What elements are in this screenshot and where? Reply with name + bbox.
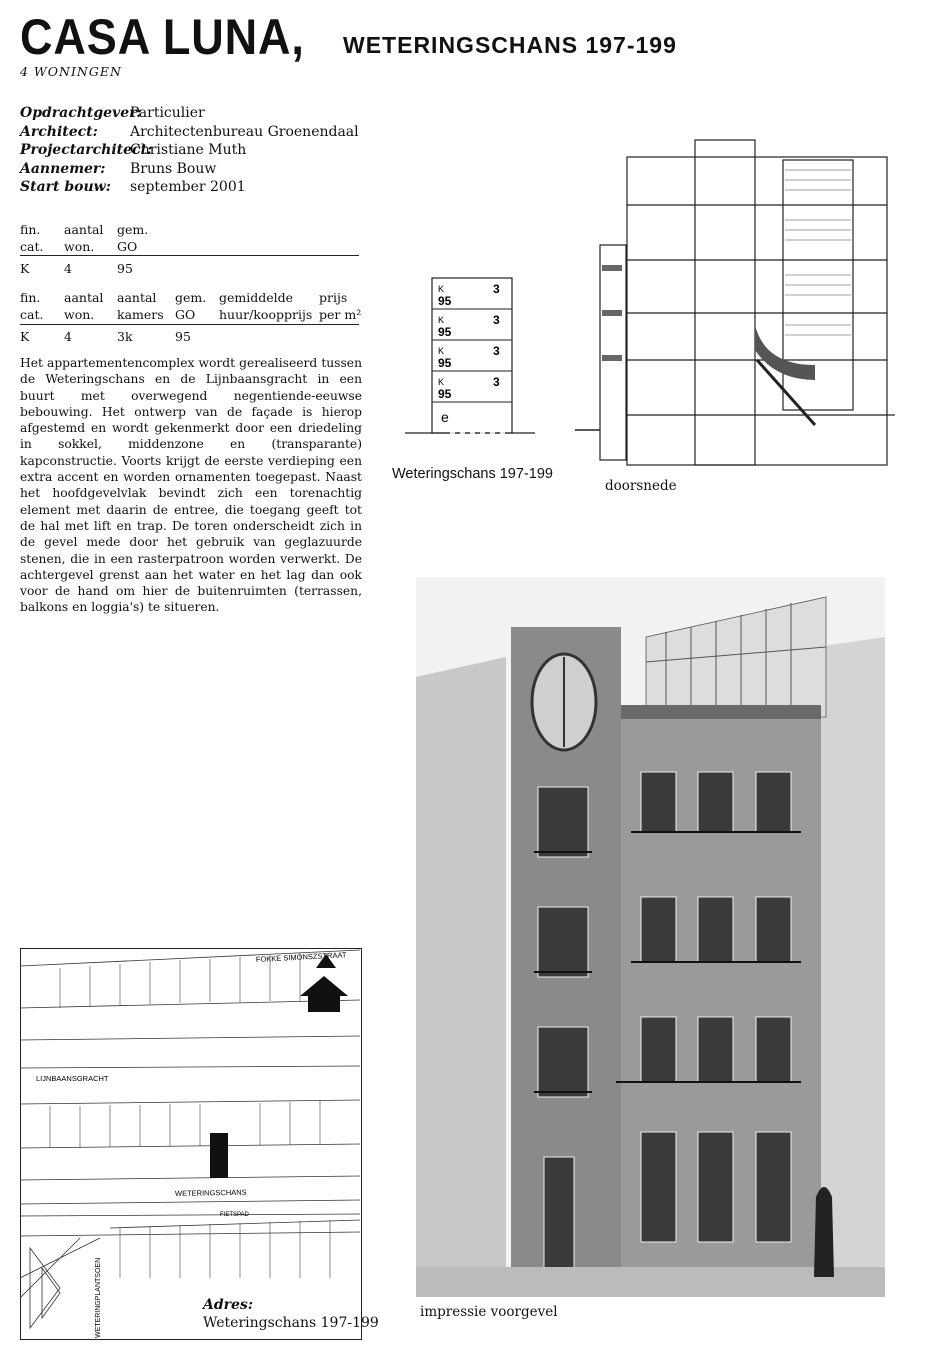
stack-cat: K (438, 346, 445, 356)
map-label-canal: LIJNBAANSGRACHT (36, 1074, 109, 1083)
unit-stack-diagram (405, 276, 535, 441)
table-header: gem. GO (117, 222, 149, 254)
rendering-caption: impressie voorgevel (420, 1304, 558, 1320)
info-label: Start bouw: (20, 179, 111, 195)
table-header: aantal won. (64, 222, 104, 254)
table-cell: 4 (64, 329, 72, 344)
table-cell (319, 329, 365, 346)
table-cell: K (20, 329, 30, 344)
table-cell: 95 (175, 329, 191, 344)
info-value: Bruns Bouw (130, 160, 217, 177)
stack-count: 3 (493, 344, 500, 358)
facade-rendering (416, 577, 885, 1297)
info-label: Projectarchitect: (20, 142, 153, 158)
table-cell: K (20, 261, 30, 276)
stack-size: 95 (438, 325, 452, 339)
table-cell (219, 329, 319, 346)
table-cell: 95 (117, 261, 133, 276)
stack-diagram-caption: Weteringschans 197-199 (392, 466, 553, 482)
info-label: Opdrachtgever: (20, 105, 142, 121)
info-row (20, 178, 359, 197)
table-header: aantal kamers (117, 290, 164, 322)
project-address-heading: WETERINGSCHANS 197-199 (343, 32, 677, 58)
page-title (20, 8, 336, 66)
info-value: Architectenbureau Groenendaal (130, 123, 359, 140)
detail-table (20, 290, 365, 346)
units-subtitle: 4 WONINGEN (20, 64, 122, 79)
info-row (20, 141, 359, 160)
stack-count: 3 (493, 375, 500, 389)
table-cell: 4 (64, 261, 72, 276)
info-label: Architect: (20, 123, 98, 140)
stack-size: 95 (438, 356, 452, 370)
table-header: gem. GO (175, 290, 207, 322)
table-header: prijs per m² (319, 290, 362, 322)
stack-ground: e (441, 409, 449, 425)
info-row (20, 104, 359, 123)
section-drawing (575, 135, 895, 470)
table-cell: 3k (117, 329, 133, 344)
summary-table (20, 222, 177, 278)
map-label-street-top: FOKKE SIMONSZSTRAAT (255, 950, 347, 964)
address-value: Weteringschans 197-199 (203, 1315, 379, 1331)
address-label: Adres: (203, 1297, 253, 1313)
stack-cat: K (438, 315, 445, 325)
stack-size: 95 (438, 294, 452, 308)
info-label: Aannemer: (20, 160, 106, 177)
info-value: Particulier (130, 105, 205, 121)
description-text: Het appartementencomplex wordt gerealiseerd tussen de Weteringschans en de Lijnbaansgracht in een buurt met overwegend negentiende-eeuwse bebouwing. Het ontwerp van de façade is hierop afgestemd en wordt gekenmerkt door een driedeling in sokkel, middenzone en (transparante) kapconstructie. Voorts krijgt de eerste verdieping een extra accent en worden ornamenten toegepast. Naast het hoofdgevelvlak bevindt zich een torenachtig element met daarin de entree, die toegang geeft tot de hal met lift en trap. De toren onderscheidt zich in de gevel mede door het gebruik van geglazuurde stenen, die in een rasterpatroon worden verwerkt. De achtergevel grenst aan het water en het lag dan ook voor de hand om hier de buitenruimten (terrassen, balkons en loggia's) te situeren. (20, 356, 362, 615)
info-row (20, 123, 359, 142)
info-value: september 2001 (130, 179, 246, 195)
table-divider (20, 255, 359, 256)
stack-cat: K (438, 377, 445, 387)
info-value: Christiane Muth (130, 142, 247, 158)
map-label-main-street: WETERINGSCHANS (174, 1187, 247, 1198)
stack-size: 95 (438, 387, 452, 401)
project-name: CASA LUNA, (20, 9, 305, 65)
address-block (203, 1296, 379, 1332)
stack-count: 3 (493, 282, 500, 296)
table-header: fin. cat. (20, 222, 44, 254)
map-label-path: FIETSPAD (220, 1212, 249, 1218)
stack-count: 3 (493, 313, 500, 327)
table-divider (20, 324, 359, 325)
section-caption: doorsnede (605, 478, 677, 494)
project-info (20, 104, 359, 197)
table-header: gemiddelde huur/koopprijs (219, 290, 313, 322)
table-header: fin. cat. (20, 290, 44, 322)
stack-cat: K (438, 284, 445, 294)
info-row (20, 160, 359, 179)
map-label-side-street: WETERINGPLANTSOEN (95, 1257, 102, 1338)
site-map (20, 948, 362, 1340)
table-header: aantal won. (64, 290, 104, 322)
